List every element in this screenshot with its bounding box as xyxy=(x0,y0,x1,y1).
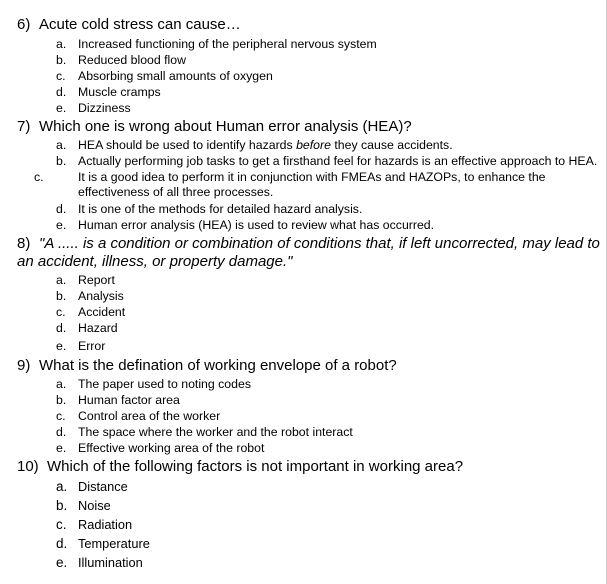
option-9d xyxy=(56,425,353,440)
option-text: It is one of the methods for detailed hazard analysis. xyxy=(78,202,363,216)
option-6d xyxy=(56,85,161,100)
option-letter: e. xyxy=(56,218,67,232)
option-letter: b. xyxy=(56,154,67,168)
option-6b xyxy=(56,53,186,68)
question-9 xyxy=(17,357,397,375)
question-number: 10) xyxy=(17,458,39,475)
option-text: Effective working area of the robot xyxy=(78,441,265,455)
option-text: Radiation xyxy=(78,517,133,532)
option-9a xyxy=(56,377,251,392)
option-text: Noise xyxy=(78,498,111,513)
option-letter: b. xyxy=(56,498,68,513)
question-8 xyxy=(17,235,603,271)
option-letter: b. xyxy=(56,289,67,303)
option-text: Muscle cramps xyxy=(78,85,161,99)
option-letter: b. xyxy=(56,393,67,407)
option-text: Human error analysis (HEA) is used to review what has occurred. xyxy=(78,218,435,232)
option-text: Dizziness xyxy=(78,101,131,115)
option-text: Hazard xyxy=(78,321,118,335)
option-text: It is a good idea to perform it in conjunction with FMEAs and HAZOPs, to enhance the effectiveness of all three processes. xyxy=(78,170,546,199)
option-letter: a. xyxy=(56,37,67,51)
option-letter: a. xyxy=(56,377,67,391)
option-10a xyxy=(56,479,128,494)
option-9c xyxy=(56,409,220,424)
option-8c xyxy=(56,305,125,320)
option-text: Increased functioning of the peripheral nervous system xyxy=(78,37,377,51)
option-6c xyxy=(56,69,273,84)
option-text: Illumination xyxy=(78,555,143,570)
option-text-after: they cause accidents. xyxy=(330,138,453,152)
option-letter: c. xyxy=(56,517,67,532)
option-8a xyxy=(56,273,115,288)
option-text: Error xyxy=(78,339,106,353)
option-text: Accident xyxy=(78,305,126,319)
option-10c xyxy=(56,517,132,532)
option-text: Analysis xyxy=(78,289,124,303)
option-8d xyxy=(56,321,118,336)
option-letter: a. xyxy=(56,138,67,152)
option-text-emphasis: before xyxy=(296,138,331,152)
question-text: What is the defination of working envelope of a robot? xyxy=(39,357,397,374)
option-10e xyxy=(56,555,143,570)
option-7d xyxy=(56,202,362,217)
question-number: 7) xyxy=(17,118,31,135)
option-letter: d. xyxy=(56,425,67,439)
option-text: Human factor area xyxy=(78,393,180,407)
question-7 xyxy=(17,118,412,136)
option-letter: e. xyxy=(56,339,67,353)
option-8b xyxy=(56,289,124,304)
question-text: Acute cold stress can cause… xyxy=(39,16,241,33)
option-text: Temperature xyxy=(78,536,150,551)
option-letter: c. xyxy=(56,409,66,423)
option-8e xyxy=(56,339,105,354)
option-text-before: HEA should be used to identify hazards xyxy=(78,138,297,152)
option-10b xyxy=(56,498,111,513)
option-text: Actually performing job tasks to get a firsthand feel for hazards is an effective approach to HEA. xyxy=(78,154,598,168)
question-number: 8) xyxy=(17,235,31,252)
option-7b xyxy=(56,154,597,169)
question-number: 6) xyxy=(17,16,31,33)
option-text: Control area of the worker xyxy=(78,409,221,423)
option-letter: c. xyxy=(34,170,44,184)
question-6 xyxy=(17,16,241,34)
option-letter: c. xyxy=(56,69,66,83)
question-text: Which one is wrong about Human error analysis (HEA)? xyxy=(39,118,412,135)
option-text: Reduced blood flow xyxy=(78,53,187,67)
option-letter: e. xyxy=(56,441,67,455)
question-text: Which of the following factors is not important in working area? xyxy=(47,458,464,475)
option-7e xyxy=(56,218,434,233)
option-letter: e. xyxy=(56,555,68,570)
option-letter: d. xyxy=(56,85,67,99)
option-letter: e. xyxy=(56,101,67,115)
option-6a xyxy=(56,37,377,52)
option-letter: d. xyxy=(56,202,67,216)
option-letter: a. xyxy=(56,479,68,494)
option-text: Absorbing small amounts of oxygen xyxy=(78,69,273,83)
question-text: "A ..... is a condition or combination of conditions that, if left uncorrected, may lead to an accident, illness, or property damage." xyxy=(17,235,600,270)
option-9e xyxy=(56,441,264,456)
option-letter: d. xyxy=(56,536,68,551)
option-7a xyxy=(56,138,453,153)
option-letter: d. xyxy=(56,321,67,335)
option-9b xyxy=(56,393,180,408)
option-text: The paper used to noting codes xyxy=(78,377,251,391)
option-text: Distance xyxy=(78,479,128,494)
question-number: 9) xyxy=(17,357,31,374)
option-text: The space where the worker and the robot interact xyxy=(78,425,353,439)
question-10 xyxy=(17,458,463,476)
option-letter: b. xyxy=(56,53,67,67)
option-6e xyxy=(56,101,131,116)
option-text: Report xyxy=(78,273,115,287)
option-letter: c. xyxy=(56,305,66,319)
option-10d xyxy=(56,536,150,551)
option-letter: a. xyxy=(56,273,67,287)
option-7c xyxy=(34,170,598,200)
